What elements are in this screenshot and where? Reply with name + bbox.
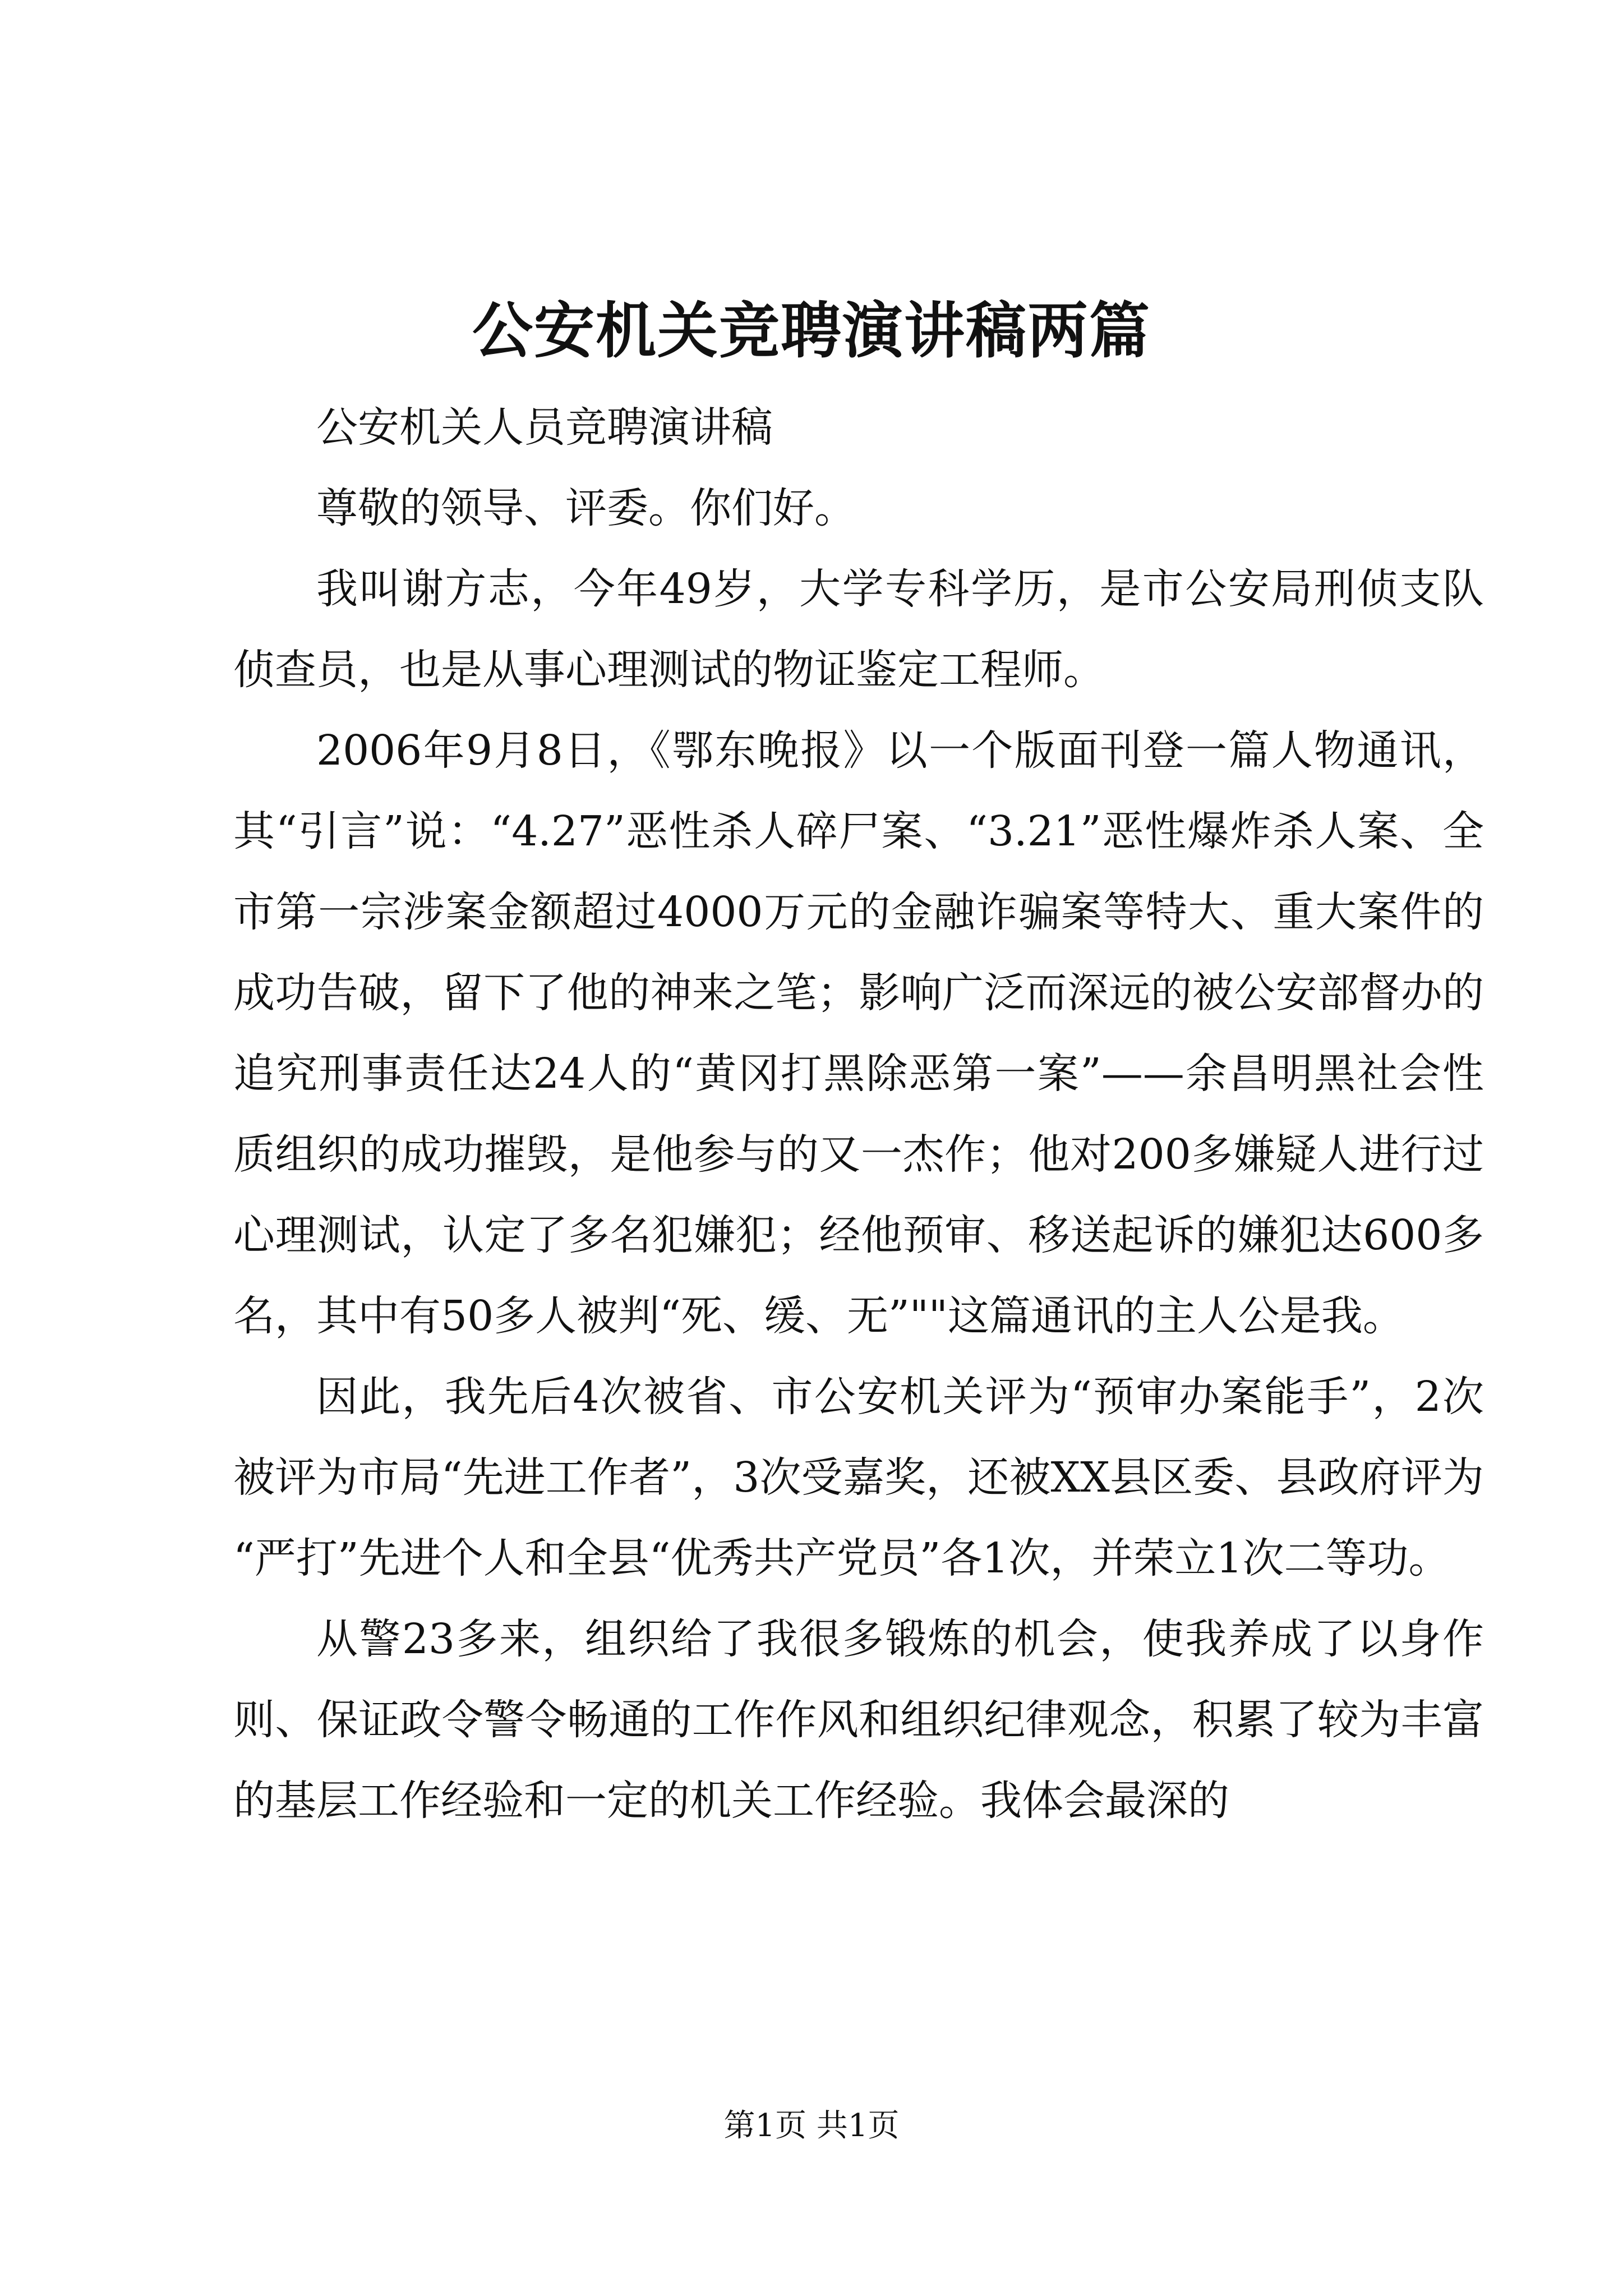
paragraph-subtitle: 公安机关人员竞聘演讲稿	[316, 403, 773, 452]
paragraph-introduction: 我叫谢方志，今年49岁，大学专科学历，是市公安局刑侦支队侦查员，也是从事心理测试的物证鉴定工程师。	[233, 565, 1484, 694]
paragraph-newspaper-report: 2006年9月8日，《鄂东晚报》以一个版面刊登一篇人物通讯，其“引言”说：“4.27”恶性杀人碎尸案、“3.21”恶性爆炸杀人案、全市第一宗涉案金额超过4000万元的金融诈骗案等特大、重大案件的成功告破，留下了他的神来之笔；影响广泛而深远的被公安部督办的追究刑事责任达24人的“黄冈打黑除恶第一案”——余昌明黑社会性质组织的成功摧毁，是他参与的又一杰作；他对200多嫌疑人进行过心理测试，认定了多名犯嫌犯；经他预审、移送起诉的嫌犯达600多名，其中有50多人被判“死、缓、无”""这篇通讯的主人公是我。	[233, 726, 1484, 1340]
paragraph-experience: 从警23多来，组织给了我很多锻炼的机会，使我养成了以身作则、保证政令警令畅通的工作作风和组织纪律观念，积累了较为丰富的基层工作经验和一定的机关工作经验。我体会最深的	[233, 1615, 1484, 1825]
paragraph-honors: 因此，我先后4次被省、市公安机关评为“预审办案能手”，2次被评为市局“先进工作者”，3次受嘉奖，还被XX县区委、县政府评为“严打”先进个人和全县“优秀共产党员”各1次，并荣立1次二等功。	[233, 1373, 1484, 1582]
document-body	[233, 387, 1484, 1841]
page-footer: 第1页 共1页	[723, 2108, 900, 2144]
paragraph-greeting: 尊敬的领导、评委。你们好。	[316, 484, 856, 532]
document-title: 公安机关竞聘演讲稿两篇	[472, 296, 1151, 366]
